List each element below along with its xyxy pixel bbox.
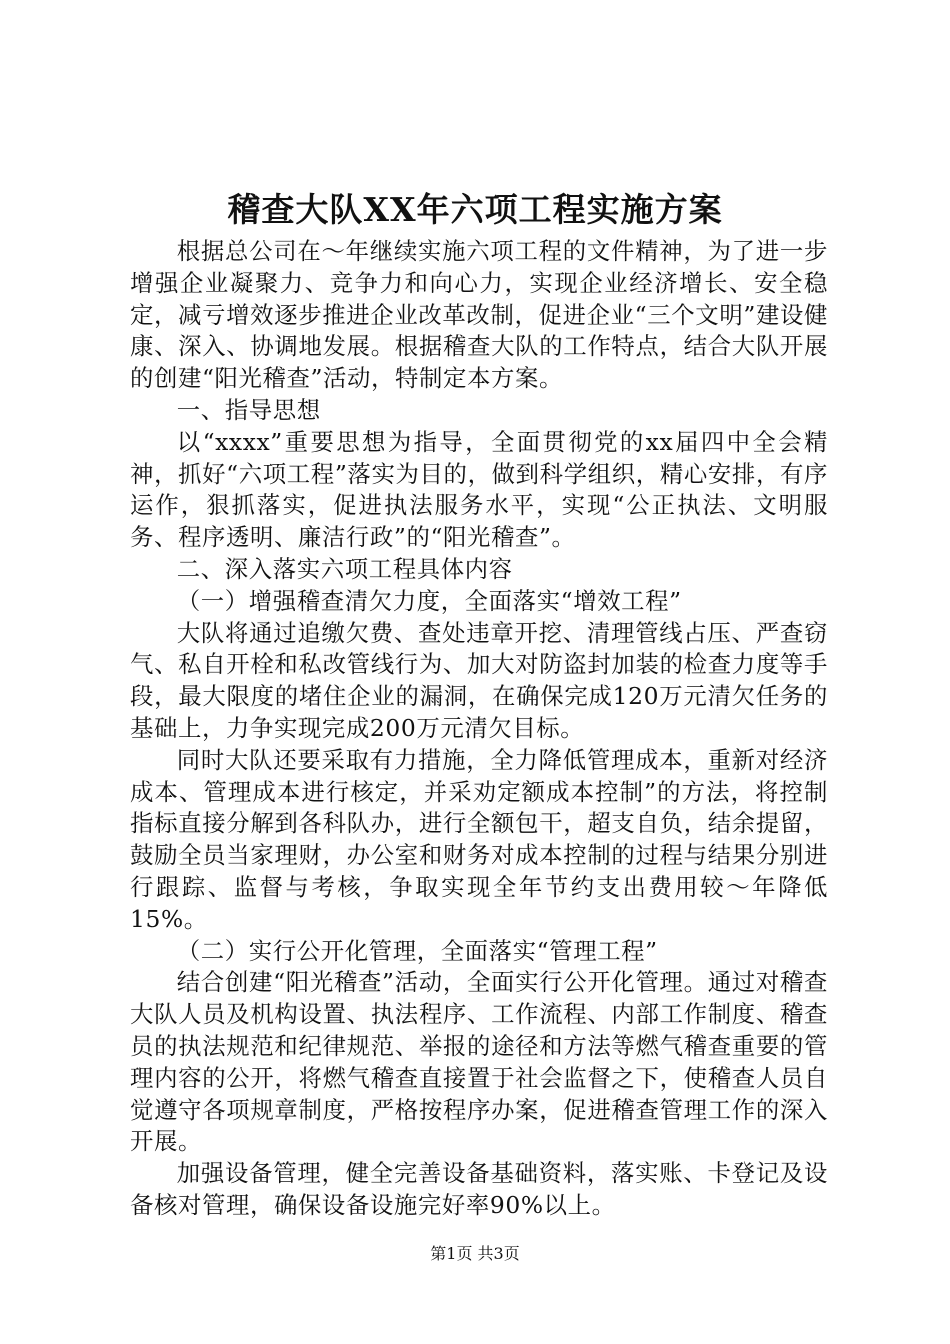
guiding-ideology-paragraph: 以“xxxx”重要思想为指导，全面贯彻党的xx届四中全会精神，抓好“六项工程”落实为目的，做到科学组织，精心安排，有序运作，狠抓落实，促进执法服务水平，实现“公正执法、文明服务、程序透明、廉洁行政”的“阳光稽查”。 [130,427,828,552]
equipment-management-paragraph: 加强设备管理，健全完善设备基础资料，落实账、卡登记及设备核对管理，确保设备设施完好率90%以上。 [130,1159,828,1219]
subsection-heading-management-project: （二）实行公开化管理，全面落实“管理工程” [176,936,658,965]
page-footer: 第1页 共3页 [430,1244,520,1263]
efficiency-project-paragraph: 大队将通过追缴欠费、查处违章开挖、清理管线占压、严查窃气、私自开栓和私改管线行为、加大对防盗封加装的检查力度等手段，最大限度的堵住企业的漏洞，在确保完成120万元清欠任务的基础上，力争实现完成200万元清欠目标。 [130,618,828,742]
document-title: 稽查大队XX年六项工程实施方案 [227,190,723,229]
cost-control-paragraph: 同时大队还要采取有力措施，全力降低管理成本，重新对经济成本、管理成本进行核定，并采劝定额成本控制”的方法，将控制指标直接分解到各科队办，进行全额包干，超支自负，结余提留，鼓励全员当家理财，办公室和财务对成本控制的过程与结果分别进行跟踪、监督与考核，争取实现全年节约支出费用较～年降低15%。 [130,745,828,933]
subsection-heading-efficiency-project: （一）增强稽查清欠力度，全面落实“增效工程” [176,586,682,615]
document-body [130,236,828,1222]
section-heading-six-projects: 二、深入落实六项工程具体内容 [176,554,513,583]
open-management-paragraph: 结合创建“阳光稽查”活动，全面实行公开化管理。通过对稽查大队人员及机构设置、执法程序、工作流程、内部工作制度、稽查员的执法规范和纪律规范、举报的途径和方法等燃气稽查重要的管理内容的公开，将燃气稽查直接置于社会监督之下，使稽查人员自觉遵守各项规章制度，严格按程序办案，促进稽查管理工作的深入开展。 [130,968,828,1156]
section-heading-guiding-ideology: 一、指导思想 [176,395,321,424]
intro-paragraph: 根据总公司在～年继续实施六项工程的文件精神，为了进一步增强企业凝聚力、竞争力和向心力，实现企业经济增长、安全稳定，减亏增效逐步推进企业改革改制，促进企业“三个文明”建设健康、深入、协调地发展。根据稽查大队的工作特点，结合大队开展的创建“阳光稽查”活动，特制定本方案。 [130,237,828,393]
